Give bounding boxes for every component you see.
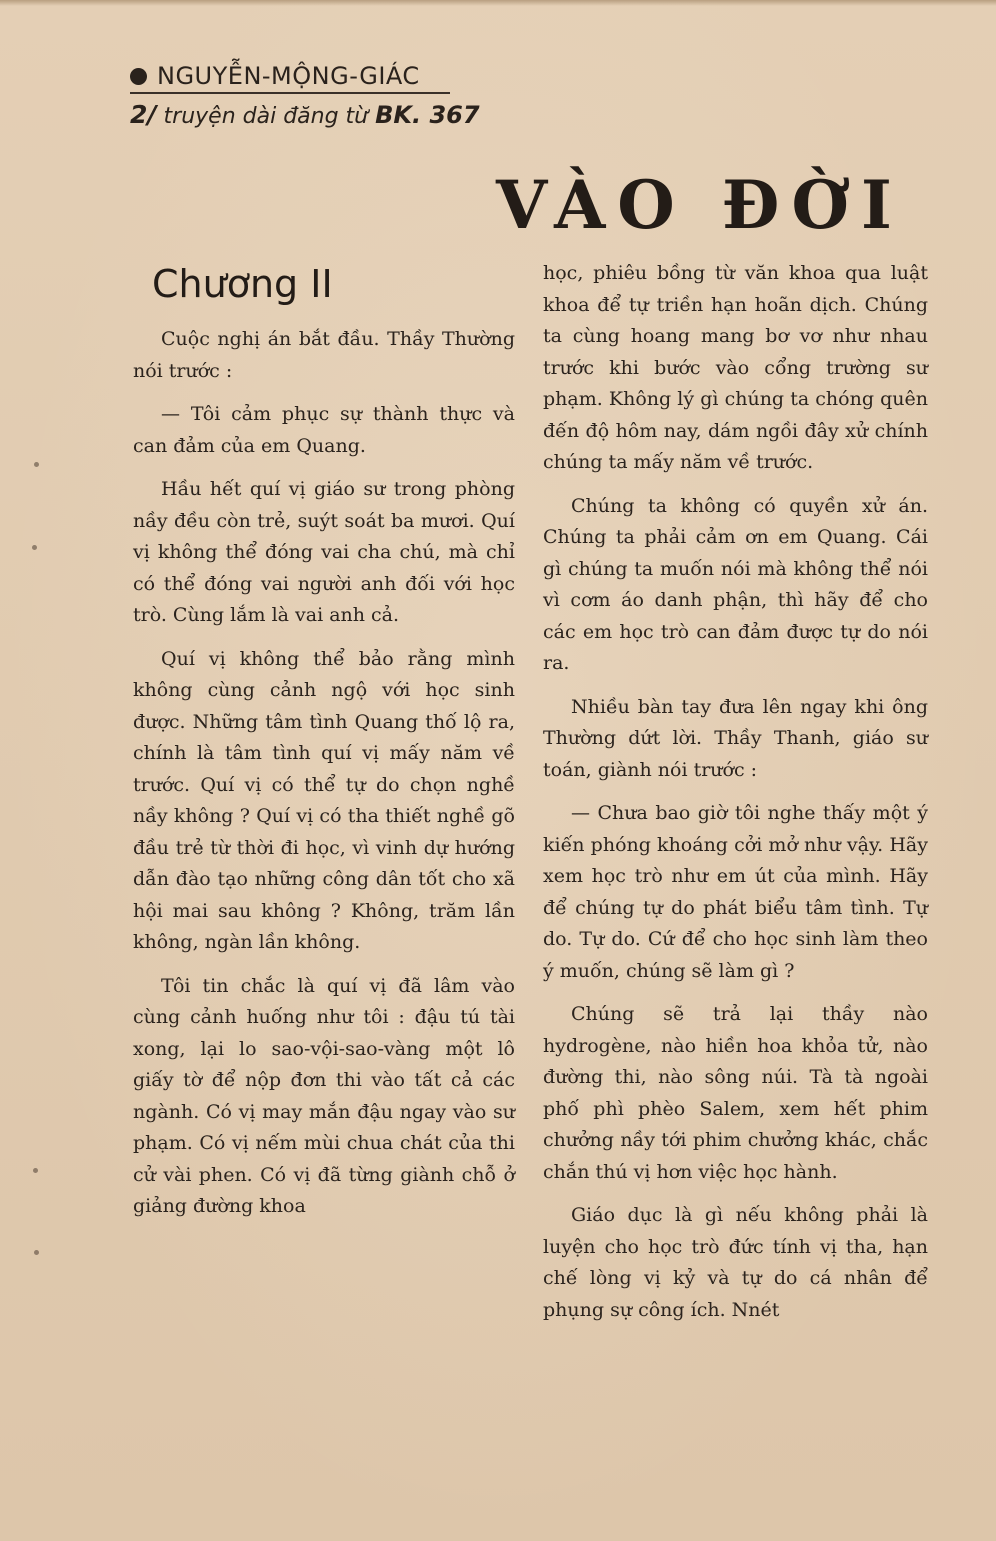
right-column	[543, 258, 928, 1338]
page-top-edge	[0, 0, 996, 6]
paragraph: — Tôi cảm phục sự thành thực và can đảm của em Quang.	[133, 403, 515, 457]
paragraph: Tôi tin chắc là quí vị đã lâm vào cùng cảnh huống như tôi : đậu tú tài xong, lại lo sao-vội-sao-vàng một lô giấy tờ để nộp đơn thi vào tất cả các ngành. Có vị may mắn đậu ngay vào sư phạm. Có vị nếm mùi chua chát của thi cử vài phen. Có vị đã từng giành chỗ ở giảng đường khoa	[133, 974, 515, 1217]
author-byline	[130, 62, 450, 94]
paper-speck	[34, 462, 39, 467]
paragraph: Chúng ta không có quyền xử án. Chúng ta phải cảm ơn em Quang. Cái gì chúng ta muốn nói mà không thể nói vì cơm áo danh phận, thì hãy để cho các em học trò can đảm được tự do nói ra.	[543, 494, 928, 674]
author-name: NGUYỄN-MỘNG-GIÁC	[157, 62, 420, 90]
paragraph: Quí vị không thể bảo rằng mình không cùng cảnh ngộ với học sinh được. Những tâm tình Quang thố lộ ra, chính là tâm tình quí vị mấy năm về trước. Quí vị có thể tự do chọn nghề nầy không ? Quí vị có tha thiết nghề gõ đầu trẻ từ thời đi học, vì vinh dự hướng dẫn đào tạo những công dân tốt cho xã hội mai sau không ? Không, trăm lần không, ngàn lần không.	[133, 647, 515, 953]
series-text: truyện dài đăng từ	[163, 104, 369, 129]
story-title: VÀO ĐỜI	[496, 166, 904, 244]
series-note	[130, 100, 480, 129]
paper-speck	[32, 545, 37, 550]
paragraph: Cuộc nghị án bắt đầu. Thầy Thường nói trước :	[133, 328, 515, 382]
paper-speck	[33, 1168, 38, 1173]
paragraph: học, phiêu bồng từ văn khoa qua luật khoa để tự triền hạn hoãn dịch. Chúng ta cùng hoang mang bơ vơ như nhau trước khi bước vào cổng trường sư phạm. Không lý gì chúng ta chóng quên đến độ hôm nay, dám ngồi đây xử chính chúng ta mấy năm về trước.	[543, 262, 928, 473]
paragraph: Chúng sẽ trả lại thầy nào hydrogène, nào hiền hoa khỏa tử, nào đường thi, nào sông núi. Tà tà ngoài phố phì phèo Salem, xem hết phim chưởng nầy tới phim chưởng khác, chắc chắn thú vị hơn việc học hành.	[543, 1003, 928, 1183]
paper-speck	[34, 1250, 39, 1255]
chapter-heading: Chương II	[152, 262, 333, 306]
paragraph: Hầu hết quí vị giáo sư trong phòng nầy đều còn trẻ, suýt soát ba mươi. Quí vị không thể đóng vai cha chú, mà chỉ có thể đóng vai người anh đối với học trò. Cùng lắm là vai anh cả.	[133, 478, 515, 626]
paragraph: Nhiều bàn tay đưa lên ngay khi ông Thường dứt lời. Thầy Thanh, giáo sư toán, giành nói trước :	[543, 695, 928, 781]
paragraph: Giáo dục là gì nếu không phải là luyện cho học trò đức tính vị tha, hạn chế lòng vị kỷ và tự do cá nhân để phụng sự công ích. Nnét	[543, 1204, 928, 1321]
left-column	[133, 324, 515, 1235]
series-number: 2/	[130, 100, 157, 129]
paragraph: — Chưa bao giờ tôi nghe thấy một ý kiến phóng khoáng cởi mở như vậy. Hãy xem học trò như em út của mình. Hãy để chúng tự do phát biểu tâm tình. Tự do. Tự do. Cứ để cho học sinh làm theo ý muốn, chúng sẽ làm gì ?	[543, 802, 928, 982]
series-issue: BK. 367	[375, 101, 480, 129]
bullet-icon	[130, 68, 147, 85]
